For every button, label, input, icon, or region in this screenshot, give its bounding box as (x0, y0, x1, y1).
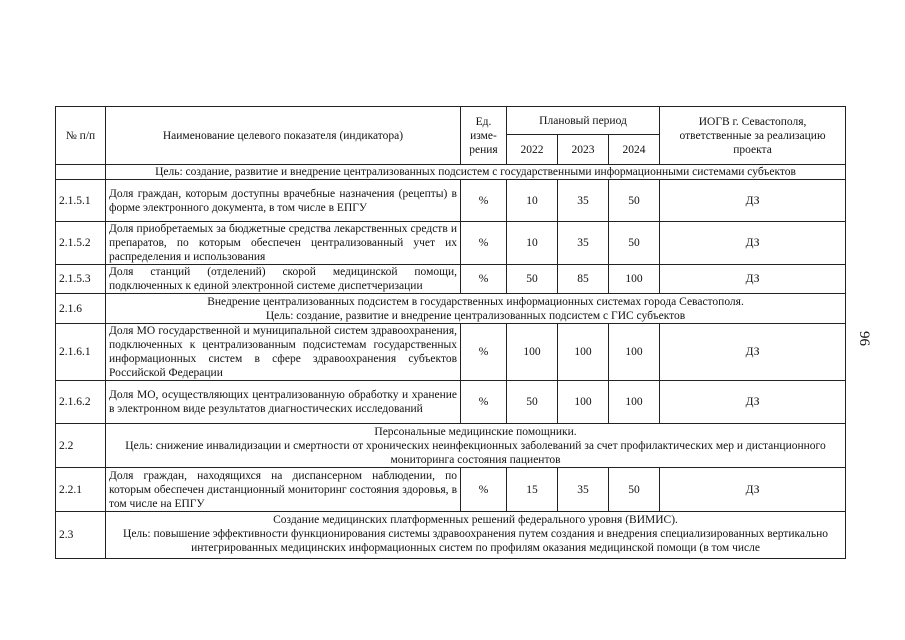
row-responsible: ДЗ (660, 324, 846, 381)
row-value-2024: 100 (609, 381, 660, 424)
row-value-2023: 85 (558, 265, 609, 294)
row-value-2023: 35 (558, 222, 609, 265)
row-num: 2.1.6.2 (56, 381, 106, 424)
table-row (56, 180, 846, 222)
row-unit: % (461, 265, 507, 294)
section-num: 2.3 (56, 512, 106, 559)
header-num: № п/п (56, 107, 106, 165)
row-value-2024: 50 (609, 222, 660, 265)
row-unit: % (461, 324, 507, 381)
row-value-2022: 50 (507, 265, 558, 294)
page-number: 96 (856, 331, 872, 346)
row-name: Доля приобретаемых за бюджетные средства лекарственных средств и препаратов, по которым обеспечен централизованный учет их распределения и использования (106, 222, 461, 265)
row-num: 2.2.1 (56, 468, 106, 512)
section-goal: Цель: снижение инвалидизации и смертности от хронических неинфекционных заболеваний за счет профилактических мер и дистанционного мониторинга состояния пациентов (125, 439, 826, 466)
row-unit: % (461, 180, 507, 222)
row-name: Доля МО государственной и муниципальной систем здравоохранения, подключенных к централизованным подсистемам государственных информационных систем в сфере здравоохранения субъектов Российской Федерации (106, 324, 461, 381)
row-responsible: ДЗ (660, 381, 846, 424)
table-row (56, 324, 846, 381)
row-responsible: ДЗ (660, 180, 846, 222)
section-title: Внедрение централизованных подсистем в государственных информационных системах города Севастополя. (207, 295, 744, 308)
section-num: 2.1.6 (56, 294, 106, 324)
section-goal: Цель: повышение эффективности функционирования системы здравоохранения путем создания и внедрения специализированных вертикально интегрированных медицинских информационных систем по профилям оказания медицинской помощи (в том числе (123, 528, 828, 554)
section-text (106, 424, 846, 468)
header-row (56, 107, 846, 135)
table-row (56, 468, 846, 512)
section-row (56, 512, 846, 559)
row-value-2022: 10 (507, 222, 558, 265)
header-responsible: ИОГВ г. Севастополя, ответственные за реализацию проекта (660, 107, 846, 165)
row-num: 2.1.5.1 (56, 180, 106, 222)
section-title: Персональные медицинские помощники. (374, 425, 577, 438)
section-num: 2.2 (56, 424, 106, 468)
row-name: Доля МО, осуществляющих централизованную обработку и хранение в электронном виде результатов диагностических исследований (106, 381, 461, 424)
row-num: 2.1.5.2 (56, 222, 106, 265)
header-year-2022: 2022 (507, 135, 558, 165)
header-unit: Ед. изме- рения (461, 107, 507, 165)
row-num: 2.1.6.1 (56, 324, 106, 381)
section-goal: Цель: создание, развитие и внедрение централизованных подсистем с ГИС субъектов (265, 309, 686, 322)
table-row (56, 381, 846, 424)
row-unit: % (461, 468, 507, 512)
header-name: Наименование целевого показателя (индикатора) (106, 107, 461, 165)
row-name: Доля станций (отделений) скорой медицинской помощи, подключенных к единой электронной системе диспетчеризации (106, 265, 461, 294)
row-value-2023: 100 (558, 381, 609, 424)
row-num: 2.1.5.3 (56, 265, 106, 294)
goal-row (56, 165, 846, 180)
row-value-2023: 35 (558, 180, 609, 222)
header-year-2023: 2023 (558, 135, 609, 165)
table-row (56, 222, 846, 265)
section-text (106, 512, 846, 559)
section-text (106, 294, 846, 324)
table-row (56, 265, 846, 294)
row-value-2024: 100 (609, 324, 660, 381)
header-period: Плановый период (507, 107, 660, 135)
section-title: Создание медицинских платформенных решений федерального уровня (ВИМИС). (273, 514, 678, 526)
row-responsible: ДЗ (660, 265, 846, 294)
row-responsible: ДЗ (660, 222, 846, 265)
row-name: Доля граждан, которым доступны врачебные назначения (рецепты) в форме электронного документа, в том числе в ЕПГУ (106, 180, 461, 222)
row-value-2024: 100 (609, 265, 660, 294)
section-text-clip (109, 512, 842, 558)
row-unit: % (461, 222, 507, 265)
goal-text: Цель: создание, развитие и внедрение централизованных подсистем с государственными информационными системами субъектов (106, 165, 846, 180)
row-unit: % (461, 381, 507, 424)
indicators-table (55, 106, 846, 559)
header-year-2024: 2024 (609, 135, 660, 165)
row-value-2024: 50 (609, 180, 660, 222)
row-value-2022: 50 (507, 381, 558, 424)
row-responsible: ДЗ (660, 468, 846, 512)
section-row (56, 424, 846, 468)
goal-num-empty (56, 165, 106, 180)
row-value-2023: 35 (558, 468, 609, 512)
row-value-2022: 10 (507, 180, 558, 222)
row-value-2023: 100 (558, 324, 609, 381)
section-row (56, 294, 846, 324)
row-value-2024: 50 (609, 468, 660, 512)
row-name: Доля граждан, находящихся на диспансерном наблюдении, по которым обеспечен дистанционный мониторинг состояния здоровья, в том числе на ЕПГУ (106, 468, 461, 512)
row-value-2022: 15 (507, 468, 558, 512)
row-value-2022: 100 (507, 324, 558, 381)
